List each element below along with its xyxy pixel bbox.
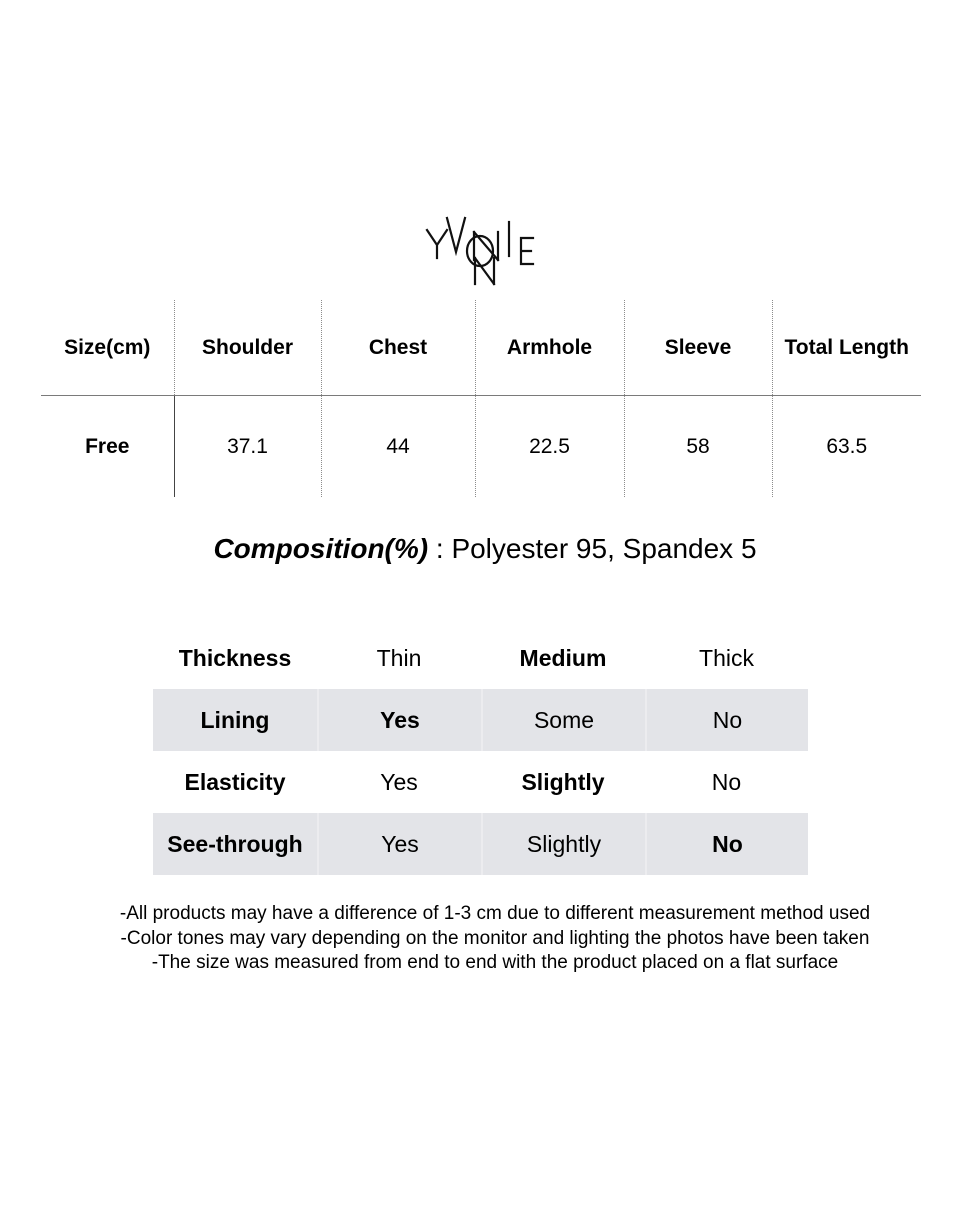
table-row	[41, 396, 921, 498]
fabric-option: No	[645, 689, 808, 751]
fabric-option: Yes	[317, 813, 481, 875]
fabric-option-selected: Medium	[519, 644, 607, 671]
size-table-header: Size(cm)	[41, 300, 174, 396]
fabric-option-selected: Yes	[317, 689, 481, 751]
composition-line	[0, 533, 970, 565]
size-table-header: Chest	[321, 300, 475, 396]
measurement-cell: 22.5	[475, 396, 624, 498]
table-row	[153, 751, 808, 813]
table-row	[153, 689, 808, 751]
fabric-option: Thin	[376, 644, 422, 671]
yvonne-wordmark-logo	[423, 212, 541, 288]
fabric-property-label: Thickness	[178, 644, 292, 671]
fabric-property-label: Lining	[153, 689, 317, 751]
size-table-header: Shoulder	[174, 300, 321, 396]
composition-label: Composition(%)	[213, 533, 429, 564]
fabric-properties-table	[153, 627, 808, 875]
fabric-option: No	[711, 768, 742, 795]
measurement-cell: 44	[321, 396, 475, 498]
size-table	[41, 300, 921, 497]
composition-separator: :	[428, 533, 452, 564]
size-table-header: Total Length	[772, 300, 921, 396]
fabric-option: Some	[481, 689, 645, 751]
fabric-option-selected: Slightly	[521, 768, 605, 795]
disclaimer-notes	[0, 902, 970, 976]
note-line: -Color tones may vary depending on the monitor and lighting the photos have been taken	[120, 927, 870, 949]
fabric-option: Yes	[380, 768, 418, 795]
table-row	[153, 627, 808, 689]
fabric-property-label: Elasticity	[184, 768, 286, 795]
measurement-cell: 63.5	[772, 396, 921, 498]
size-table-header-row	[41, 300, 921, 396]
size-table-header: Armhole	[475, 300, 624, 396]
fabric-option: Slightly	[481, 813, 645, 875]
size-table-header: Sleeve	[624, 300, 772, 396]
table-row	[153, 813, 808, 875]
measurement-cell: 58	[624, 396, 772, 498]
composition-value: Polyester 95, Spandex 5	[451, 533, 757, 564]
size-label-cell: Free	[85, 434, 130, 458]
note-line: -The size was measured from end to end with the product placed on a flat surface	[151, 952, 839, 973]
fabric-option: Thick	[699, 644, 754, 671]
note-line: -All products may have a difference of 1-3 cm due to different measurement method used	[119, 903, 871, 924]
fabric-option-selected: No	[645, 813, 808, 875]
measurement-cell: 37.1	[174, 396, 321, 498]
fabric-property-label: See-through	[153, 813, 317, 875]
